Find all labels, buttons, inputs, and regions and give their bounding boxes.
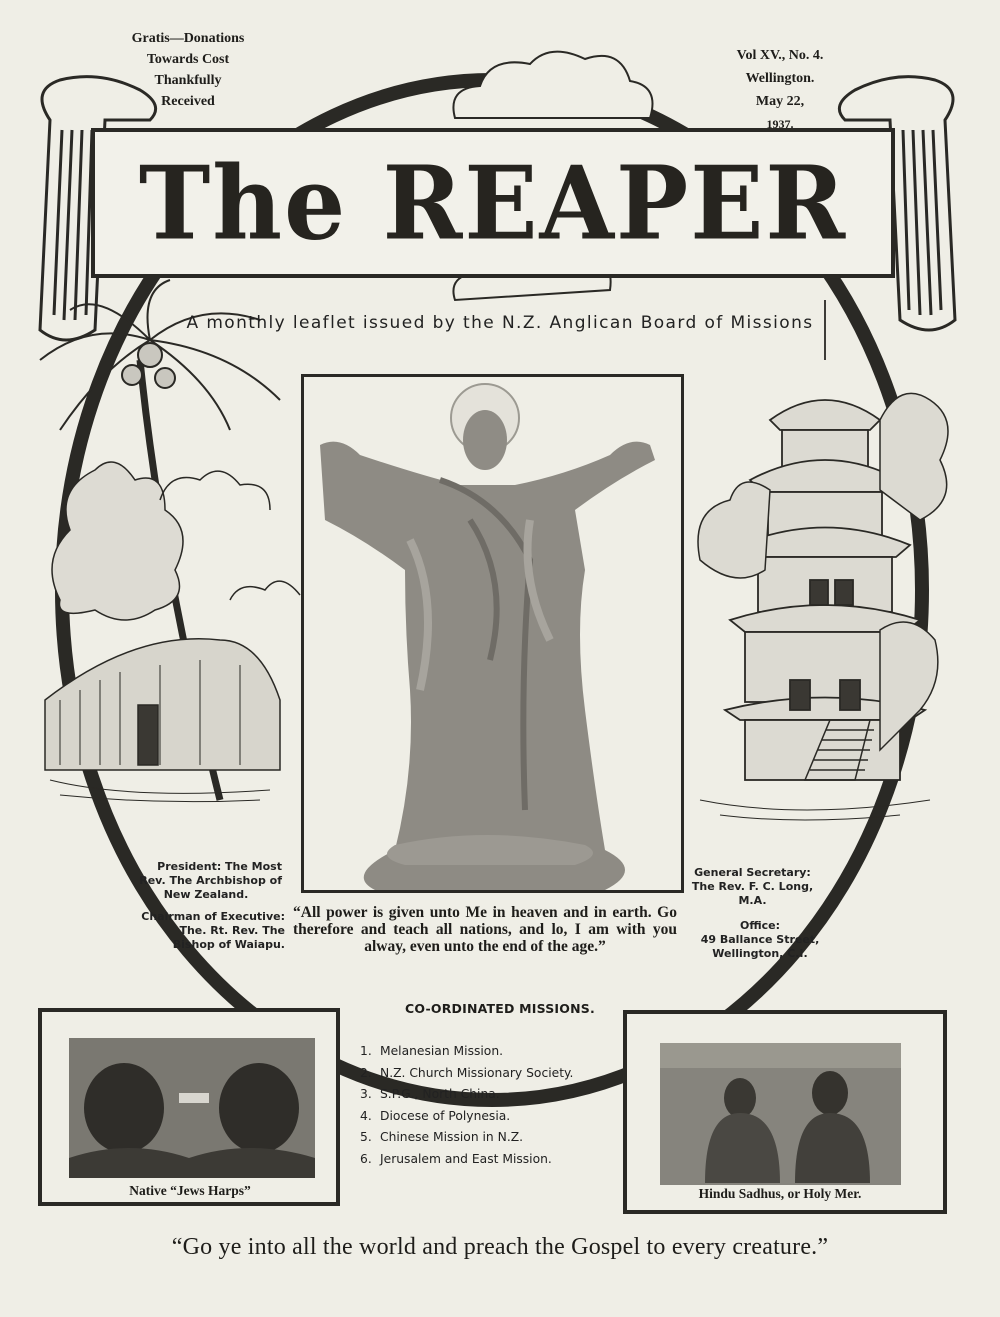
list-item — [360, 1063, 573, 1085]
left-photo-caption: Native “Jews Harps” — [129, 1183, 251, 1198]
item-number: 6. — [360, 1151, 372, 1166]
notice-line: Thankfully — [154, 73, 222, 88]
list-item — [360, 1084, 573, 1106]
scripture-quote: “All power is given unto Me in heaven and in earth. Go therefore and teach all nations, and lo, I am with you alway, even unto the end of the age.” — [293, 904, 677, 955]
item-name: Diocese of Polynesia. — [380, 1108, 511, 1123]
notice-line: Received — [161, 94, 215, 109]
officer-line: The. Rt. Rev. The — [179, 924, 285, 937]
item-name: N.Z. Church Missionary Society. — [380, 1065, 574, 1080]
item-name: S.P.G., North China. — [380, 1087, 500, 1101]
hut-icon — [45, 639, 280, 770]
item-number: 2. — [360, 1065, 372, 1080]
issue-info — [700, 44, 860, 136]
officer-line: Rev. The Archbishop of — [139, 874, 282, 887]
item-number: 1. — [360, 1044, 372, 1058]
secretary-info — [690, 866, 815, 908]
officer-line: 49 Ballance Street, — [700, 933, 820, 946]
item-name: Melanesian Mission. — [380, 1044, 504, 1058]
issue-volume: Vol XV., No. 4. — [736, 48, 824, 63]
officer-line: New Zealand. — [163, 888, 249, 901]
jews-harps-photo — [69, 1038, 315, 1178]
list-item — [360, 1149, 573, 1171]
missions-list — [360, 1041, 573, 1170]
officer-line: Bishop of Waiapu. — [172, 938, 285, 951]
item-number: 3. — [360, 1087, 372, 1101]
list-item — [360, 1106, 573, 1128]
notice-line: Gratis—Donations — [131, 31, 245, 46]
officer-line: Chairman of Executive: — [141, 910, 285, 923]
officer-line: President: The Most — [157, 860, 282, 873]
item-name: Chinese Mission in N.Z. — [380, 1130, 524, 1144]
donations-notice — [108, 28, 268, 112]
officer-line: Office: — [740, 919, 780, 932]
issue-year: 1937. — [766, 117, 794, 131]
item-number: 5. — [360, 1130, 372, 1144]
hindu-sadhus-photo — [660, 1043, 901, 1185]
item-number: 4. — [360, 1108, 372, 1123]
footer-quote: “Go ye into all the world and preach the Gospel to every creature.” — [171, 1234, 829, 1260]
issue-city: Wellington. — [745, 71, 815, 86]
list-item — [360, 1127, 573, 1149]
missions-heading: CO-ORDINATED MISSIONS. — [405, 1001, 595, 1016]
issue-date: May 22, — [755, 94, 805, 109]
photo-image — [660, 1043, 901, 1185]
office-info — [690, 919, 830, 961]
title-banner — [93, 130, 893, 276]
photo-image — [69, 1038, 315, 1178]
officer-line: Wellington, C.I. — [712, 947, 808, 960]
chairman-info — [130, 910, 285, 952]
president-info — [130, 860, 282, 902]
officer-line: The Rev. F. C. Long, — [691, 880, 814, 893]
list-item — [360, 1041, 573, 1063]
item-name: Jerusalem and East Mission. — [380, 1151, 552, 1166]
right-photo-caption: Hindu Sadhus, or Holy Mer. — [698, 1186, 862, 1201]
masthead-title: The REAPER — [138, 143, 848, 263]
central-photo-frame — [301, 374, 684, 893]
officer-line: General Secretary: — [694, 866, 811, 879]
masthead-subtitle: A monthly leaflet issued by the N.Z. Anglican Board of Missions — [186, 313, 814, 333]
notice-line: Towards Cost — [146, 52, 230, 67]
officer-line: M.A. — [738, 894, 767, 907]
